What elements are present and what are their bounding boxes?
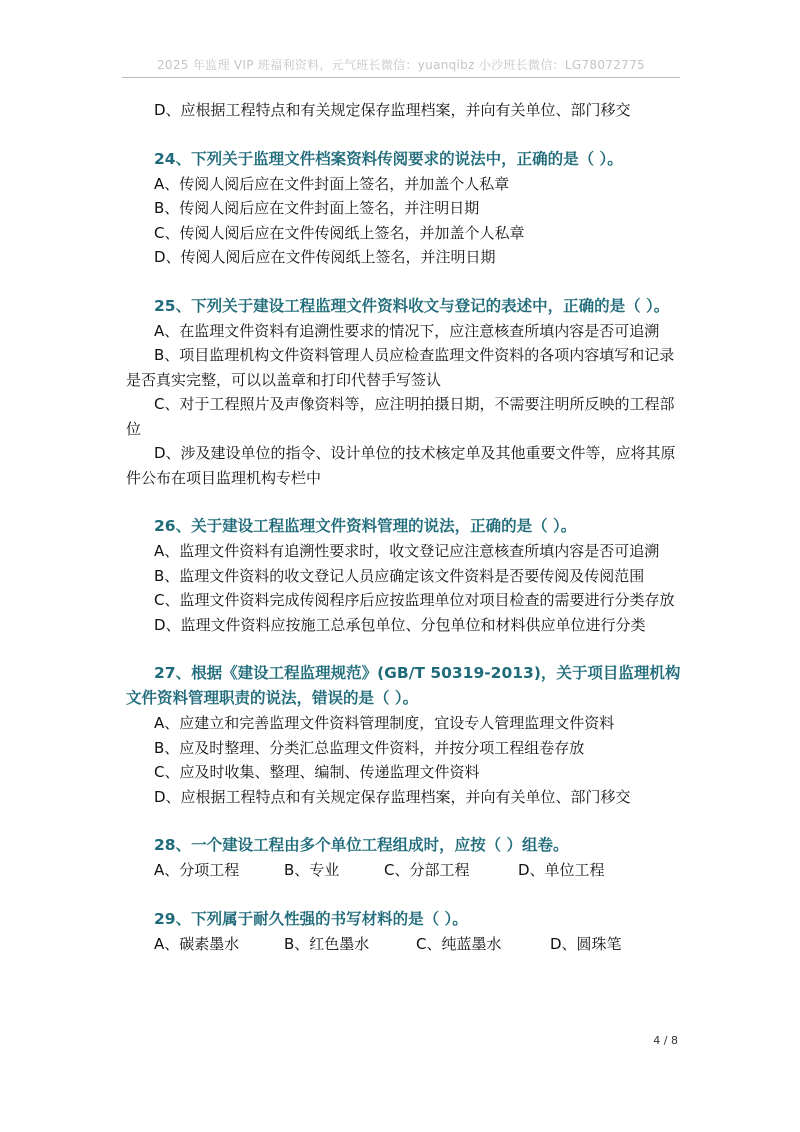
question-27-option-b: B、应及时整理、分类汇总监理文件资料，并按分项工程组卷存放 (154, 738, 585, 757)
question-24-option-c: C、传阅人阅后应在文件传阅纸上签名，并加盖个人私章 (154, 223, 525, 242)
question-25-option-c: C、对于工程照片及声像资料等，应注明拍摄日期，不需要注明所反映的工程部位 (126, 395, 675, 438)
question-25-title: 25、下列关于建设工程监理文件资料收文与登记的表述中，正确的是（ ）。 (154, 296, 670, 315)
document-body (126, 98, 686, 956)
question-28-option-b: B、专业 (284, 861, 340, 879)
question-24-option-b: B、传阅人阅后应在文件封面上签名，并注明日期 (154, 199, 480, 217)
question-29-title: 29、下列属于耐久性强的书写材料的是（ ）。 (154, 909, 468, 928)
page-number: 4 / 8 (653, 1034, 678, 1047)
question-26-option-c: C、监理文件资料完成传阅程序后应按监理单位对项目检查的需要进行分类存放 (154, 591, 675, 609)
question-25-option-d: D、涉及建设单位的指令、设计单位的技术核定单及其他重要文件等，应将其原件公布在项目监理机构专栏中 (126, 444, 676, 487)
question-27-title: 27、根据《建设工程监理规范》(GB/T 50319-2013)，关于项目监理机构文件资料管理职责的说法，错误的是（ ）。 (126, 664, 681, 707)
question-26-option-b: B、监理文件资料的收文登记人员应确定该文件资料是否要传阅及传阅范围 (154, 566, 645, 585)
page-header: 2025 年监理 VIP 班福利资料，元气班长微信：yuanqibz 小沙班长微信：LG78072775 (157, 58, 645, 72)
question-26-option-a: A、监理文件资料有追溯性要求时，收文登记应注意核查所填内容是否可追溯 (154, 542, 660, 560)
question-29-option-b: B、红色墨水 (284, 934, 370, 953)
question-26-option-d: D、监理文件资料应按施工总承包单位、分包单位和材料供应单位进行分类 (154, 615, 646, 634)
question-28-options (126, 858, 686, 883)
question-29-options (126, 932, 686, 957)
question-28-option-a: A、分项工程 (154, 861, 240, 879)
question-29-option-d: D、圆珠笔 (550, 934, 622, 953)
question-27-option-a: A、应建立和完善监理文件资料管理制度，宜设专人管理监理文件资料 (154, 714, 615, 732)
question-26-title: 26、关于建设工程监理文件资料管理的说法，正确的是（ ）。 (154, 517, 577, 535)
header-divider (122, 77, 680, 78)
question-24-title: 24、下列关于监理文件档案资料传阅要求的说法中，正确的是（ ）。 (154, 149, 623, 168)
question-24-option-a: A、传阅人阅后应在文件封面上签名，并加盖个人私章 (154, 174, 510, 193)
question-25-option-b: B、项目监理机构文件资料管理人员应检查监理文件资料的各项内容填写和记录是否真实完整，可以以盖章和打印代替手写签认 (126, 346, 675, 389)
intro-option: D、应根据工程特点和有关规定保存监理档案，并向有关单位、部门移交 (154, 101, 631, 119)
question-28-option-c: C、分部工程 (384, 861, 470, 879)
question-27-option-c: C、应及时收集、整理、编制、传递监理文件资料 (154, 763, 480, 781)
question-25-option-a: A、在监理文件资料有追溯性要求的情况下，应注意核查所填内容是否可追溯 (154, 321, 660, 340)
question-29-option-a: A、碳素墨水 (154, 934, 240, 953)
question-27-option-d: D、应根据工程特点和有关规定保存监理档案，并向有关单位、部门移交 (154, 787, 631, 806)
question-29-option-c: C、纯蓝墨水 (416, 934, 502, 953)
question-28-title: 28、一个建设工程由多个单位工程组成时，应按（ ）组卷。 (154, 836, 569, 854)
question-28-option-d: D、单位工程 (518, 861, 605, 879)
question-24-option-d: D、传阅人阅后应在文件传阅纸上签名，并注明日期 (154, 248, 496, 266)
